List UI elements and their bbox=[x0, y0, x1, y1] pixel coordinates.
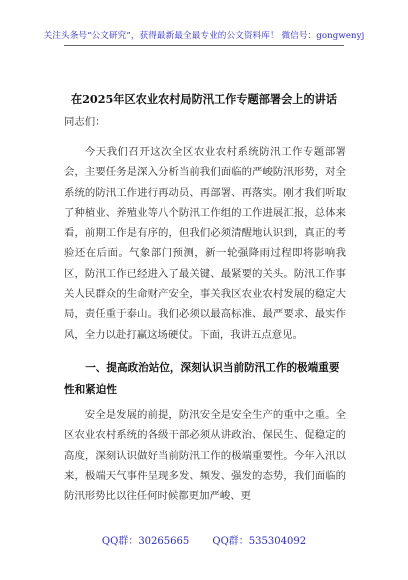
document-title: 在2025年区农业农村局防汛工作专题部署会上的讲话 bbox=[70, 92, 338, 106]
section-heading-1: 一、提高政治站位，深刻认识当前防汛工作的极端重要性和紧迫性 bbox=[64, 362, 340, 396]
top-banner: 关注头条号“公文研究”，获得最新最全最专业的公文资料库！ 微信号：gongwenyj bbox=[43, 31, 365, 41]
paragraph-section-1: 安全是发展的前提，防汛安全是安全生产的重中之重。全区农业农村系统的各级干部必须从讲政治、保民生、促稳定的高度，深刻认识做好当前防汛工作的极端重要性。今年入汛以来，极端天气事件呈现多发、频发、强发的态势，我们面临的防汛形势比以往任何时候都更加严峻、更 bbox=[64, 409, 346, 503]
header-divider bbox=[64, 45, 344, 46]
paragraph-intro: 今天我们召开这次全区农业农村系统防汛工作专题部署会，主要任务是深入分析当前我们面临的严峻防汛形势，对全系统的防汛工作进行再动员、再部署、再落实。刚才我们听取了种植业、养殖业等八个防汛工作组的工作进展汇报，总体来看，前期工作是有序的，但我们必须清醒地认识到，真正的考验还在后面。气象部门预测，新一轮强降雨过程即将影响我区，防汛工作已经进入了最关键、最紧要的关头。防汛工作事关人民群众的生命财产安全，事关我区农业农村发展的稳定大局，责任重于泰山。我们必须以最高标准、最严要求、最实作风，全力以赴打赢这场硬仗。下面，我讲五点意见。 bbox=[64, 146, 346, 341]
footer-qq-group-1: QQ群：30265665 bbox=[101, 536, 190, 547]
footer bbox=[0, 532, 408, 547]
footer-qq-group-2: QQ群：535304092 bbox=[212, 536, 307, 547]
salutation: 同志们： bbox=[64, 116, 106, 128]
